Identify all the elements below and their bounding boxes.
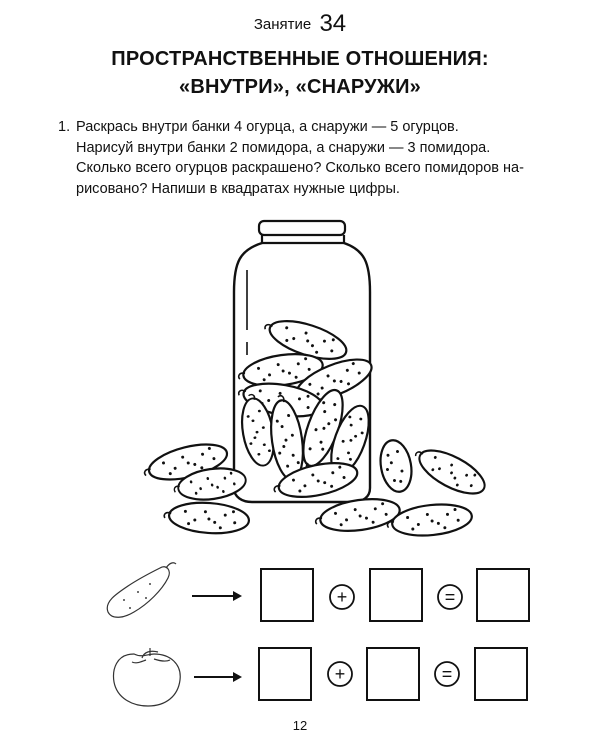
task-number: 1.	[58, 119, 71, 135]
task-line-2: Нарисуй внутри банки 2 помидора, а снаружи — 3 помидора.	[76, 139, 491, 156]
cucumbers-in-jar	[236, 312, 376, 504]
page-number: 12	[292, 718, 308, 733]
equals-glyph: =	[441, 664, 453, 684]
equation-row-tomatoes	[114, 648, 527, 706]
lesson-number: 34	[319, 10, 347, 37]
equals-glyph: =	[444, 587, 456, 607]
equation-row-cucumbers	[107, 563, 529, 621]
lesson-word: Занятие	[253, 16, 312, 33]
arrow-icon	[192, 591, 242, 601]
arrow-icon	[194, 672, 242, 682]
answer-box-tomatoes-inside[interactable]	[259, 648, 311, 700]
answer-box-cucumbers-total[interactable]	[477, 569, 529, 621]
page-title-line-1: ПРОСТРАНСТВЕННЫЕ ОТНОШЕНИЯ:	[111, 48, 489, 70]
answer-box-tomatoes-outside[interactable]	[367, 648, 419, 700]
task-line-3: Сколько всего огурцов раскрашено? Сколько всего помидоров на-	[76, 160, 524, 176]
cucumber-icon	[107, 563, 176, 617]
task-line-1: Раскрась внутри банки 4 огурца, а снаружи — 5 огурцов.	[76, 119, 459, 135]
answer-box-cucumbers-inside[interactable]	[261, 569, 313, 621]
task-line-4: рисовано? Напиши в квадратах нужные цифры.	[76, 180, 400, 197]
plus-glyph: +	[334, 664, 346, 684]
page-title-line-2: «ВНУТРИ», «СНАРУЖИ»	[179, 76, 421, 98]
tomato-icon	[114, 648, 181, 706]
plus-glyph: +	[336, 587, 348, 607]
answer-box-tomatoes-total[interactable]	[475, 648, 527, 700]
answer-box-cucumbers-outside[interactable]	[370, 569, 422, 621]
